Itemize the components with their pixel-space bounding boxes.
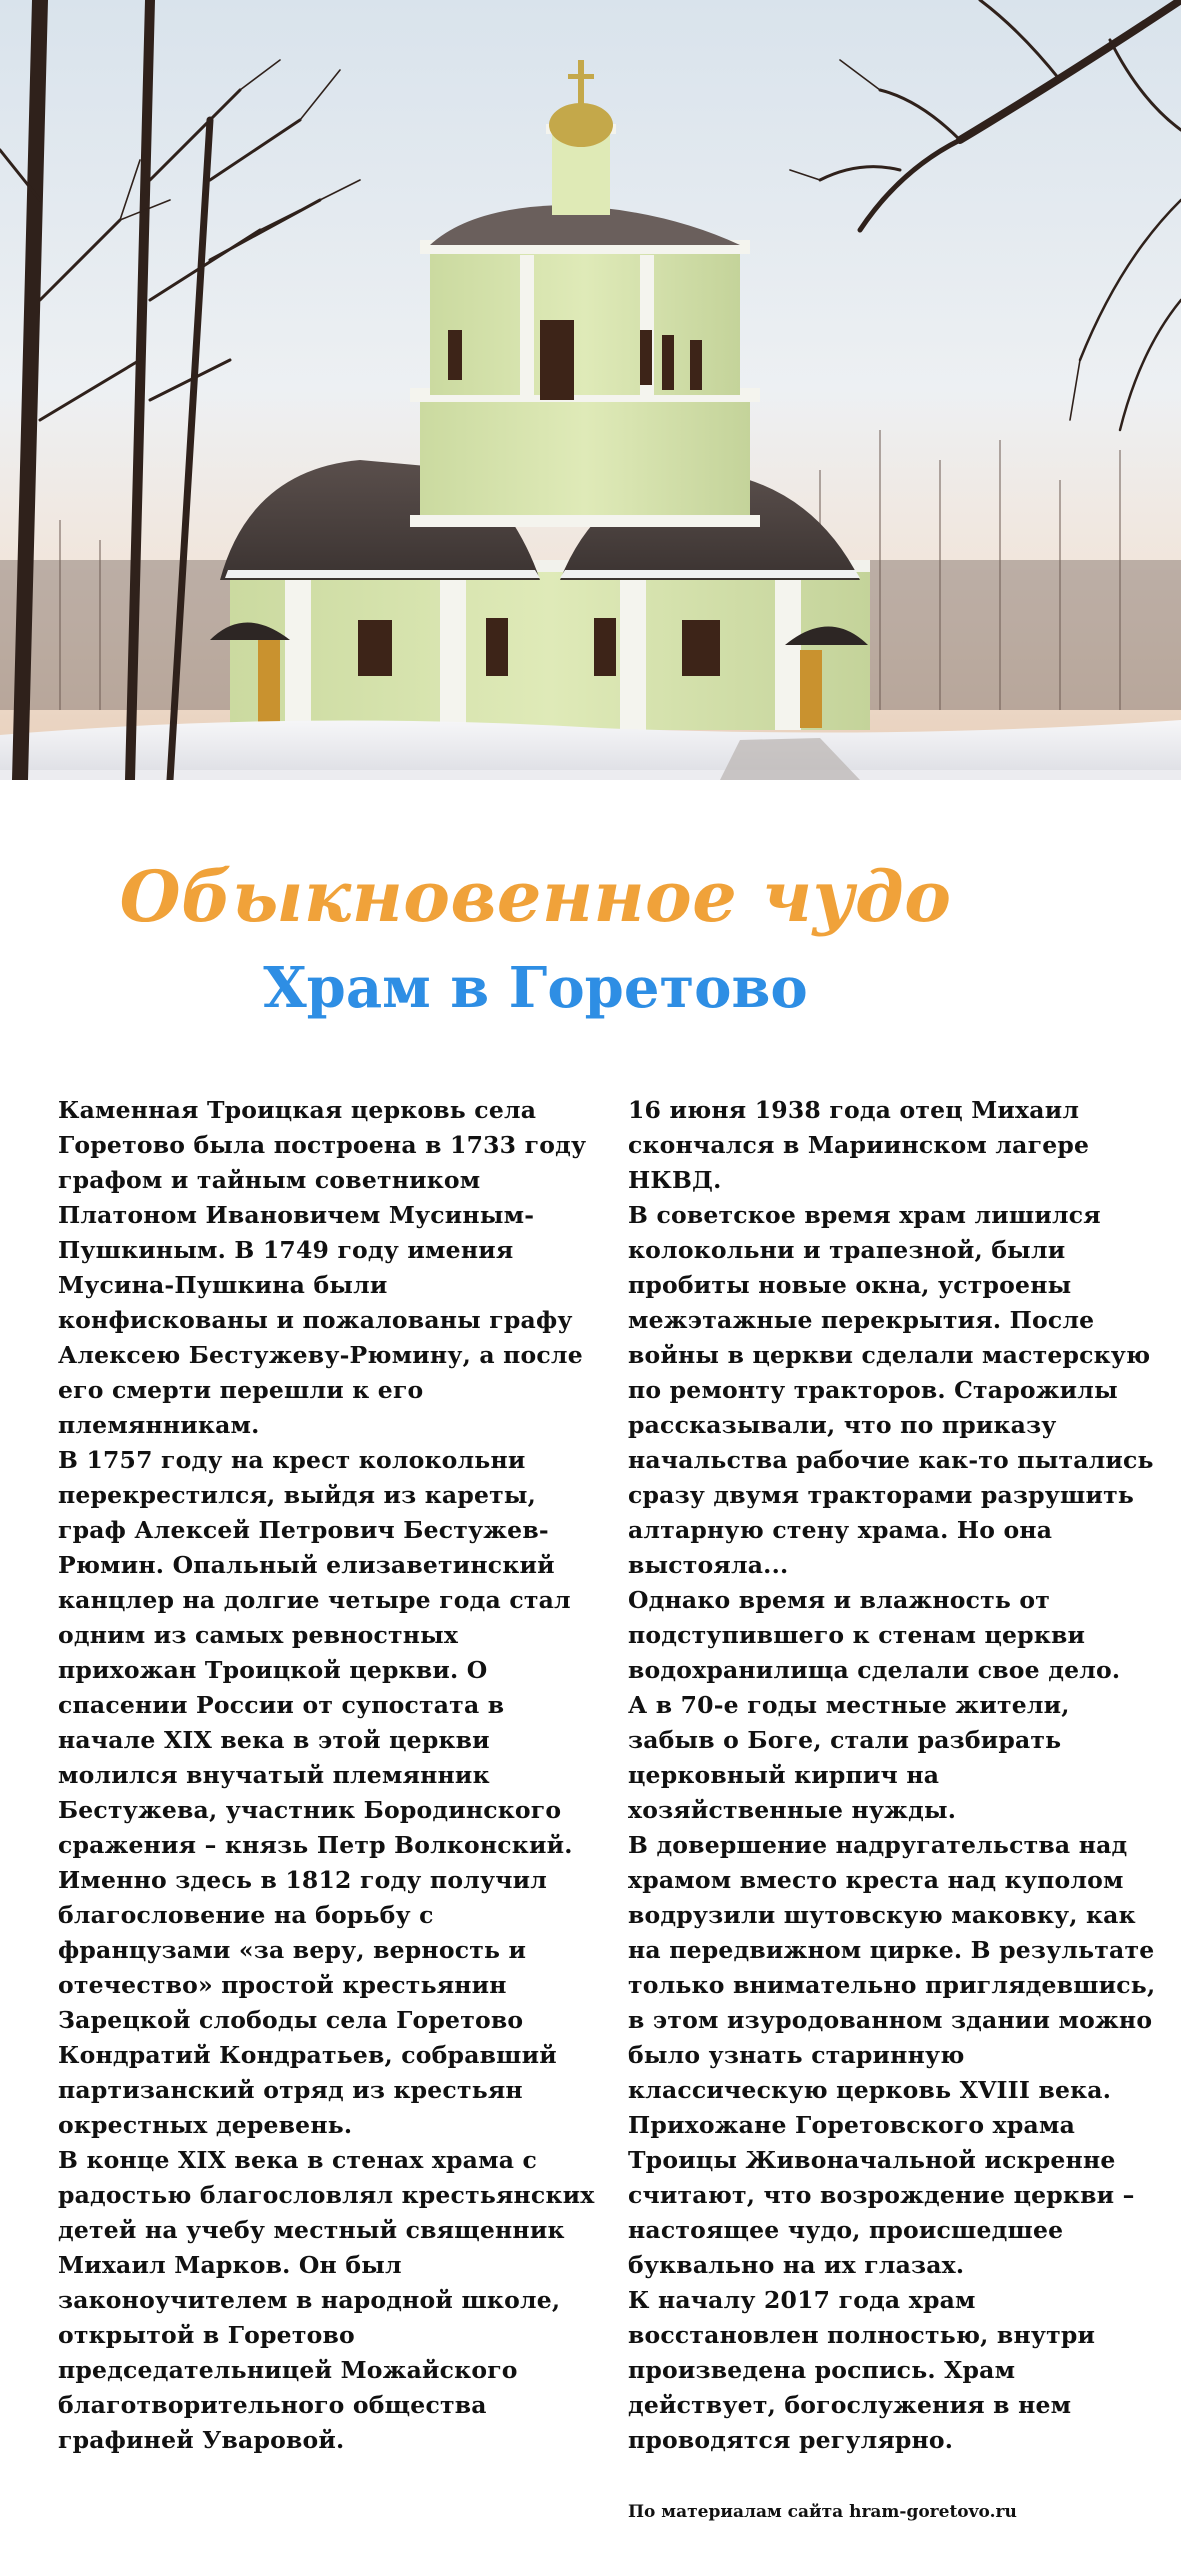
- paragraph: В довершение надругательства над храмом вместо креста над куполом водрузили шутовскую маковку, как на передвижном цирке. В результате только внимательно приглядевшись, в этом изуродованном здании можно было узнать старинную классическую церковь XVIII века.: [628, 1831, 1156, 2104]
- paragraph: К началу 2017 года храм восстановлен полностью, внутри произведена роспись. Храм действует, богослужения в нем проводятся регулярно.: [628, 2286, 1096, 2454]
- article-title: Обыкновенное чудо: [119, 855, 952, 938]
- source-credit: По материалам сайта hram-goretovo.ru: [628, 2502, 1017, 2522]
- paragraph: В 1757 году на крест колокольни перекрестился, выйдя из кареты, граф Алексей Петрович Бестужев-Рюмин. Опальный елизаветинский канцлер на долгие четыре года стал одним из самых ревностных прихожан Троицкой церкви. О спасении России от супостата в начале XIX века в этой церкви молился внучатый племянник Бестужева, участник Бородинского сражения – князь Петр Волконский.: [58, 1446, 573, 1859]
- article-subtitle: Храм в Горетово: [263, 955, 808, 1021]
- paragraph: 16 июня 1938 года отец Михаил скончался в Мариинском лагере НКВД.: [628, 1096, 1090, 1194]
- paragraph: В советское время храм лишился колокольни и трапезной, были пробиты новые окна, устроены межэтажные перекрытия. После войны в церкви сделали мастерскую по ремонту тракторов. Старожилы рассказывали, что по приказу начальства рабочие как-то пытались сразу двумя тракторами разрушить алтарную стену храма. Но она выстояла...: [628, 1201, 1154, 1579]
- paragraph: А в 70-е годы местные жители, забыв о Боге, стали разбирать церковный кирпич на хозяйственные нужды.: [628, 1691, 1070, 1824]
- paragraph: Однако время и влажность от подступившего к стенам церкви водохранилища сделали свое дело.: [628, 1586, 1121, 1684]
- article-column-left: [58, 1093, 598, 2458]
- article-column-right: [628, 1093, 1158, 2458]
- church-winter-photo: [0, 0, 1181, 780]
- paragraph: Именно здесь в 1812 году получил благословение на борьбу с французами «за веру, верность и отечество» простой крестьянин Зарецкой слободы села Горетово Кондратий Кондратьев, собравший партизанский отряд из крестьян окрестных деревень.: [58, 1866, 557, 2139]
- paragraph: Прихожане Горетовского храма Троицы Живоначальной искренне считают, что возрождение церкви – настоящее чудо, происшедшее буквально на их глазах.: [628, 2111, 1135, 2279]
- paragraph: Каменная Троицкая церковь села Горетово была построена в 1733 году графом и тайным советником Платоном Ивановичем Мусиным-Пушкиным. В 1749 году имения Мусина-Пушкина были конфискованы и пожалованы графу Алексею Бестужеву-Рюмину, а после его смерти перешли к его племянникам.: [58, 1096, 587, 1439]
- paragraph: В конце XIX века в стенах храма с радостью благословлял крестьянских детей на учебу местный священник Михаил Марков. Он был законоучителем в народной школе, открытой в Горетово председательницей Можайского благотворительного общества графиней Уваровой.: [58, 2146, 595, 2454]
